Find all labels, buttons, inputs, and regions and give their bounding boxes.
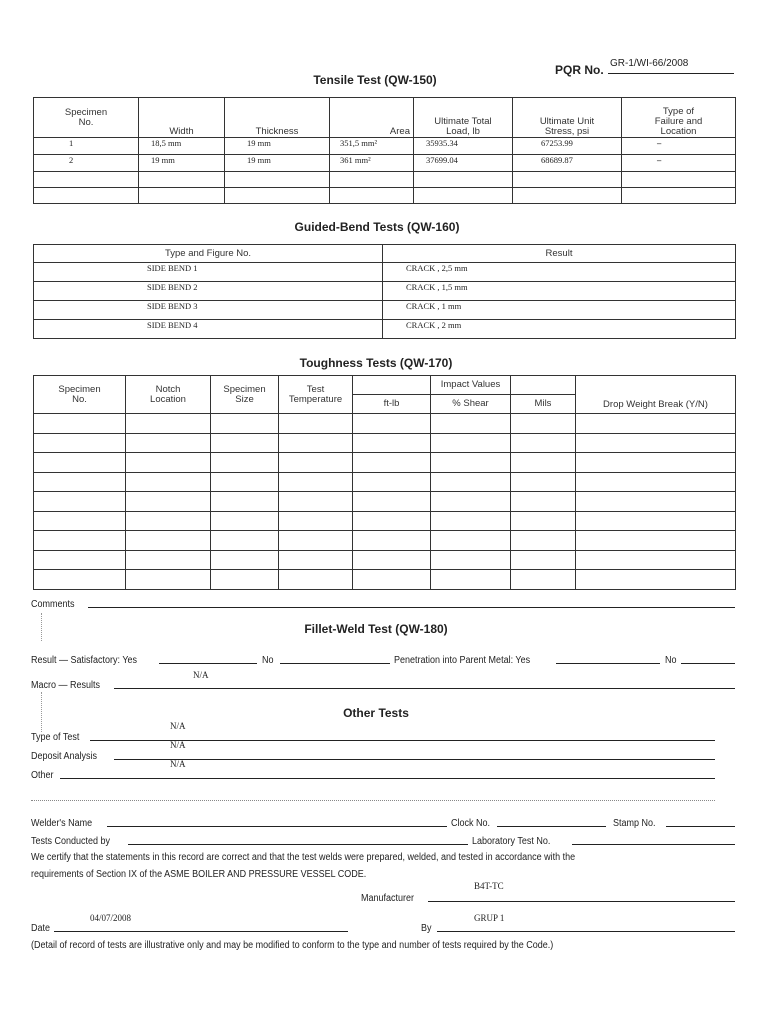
th-specimen-no: Specimen No. xyxy=(34,376,126,414)
cell[interactable] xyxy=(279,531,353,551)
cell[interactable] xyxy=(279,511,353,531)
table-row xyxy=(34,453,736,473)
cell[interactable] xyxy=(34,453,126,473)
deposit-field[interactable] xyxy=(114,759,715,760)
table-row xyxy=(34,263,736,282)
dotted-mark xyxy=(41,613,42,641)
cell[interactable] xyxy=(279,414,353,434)
cell: 19 mm xyxy=(225,155,330,172)
table-row xyxy=(34,550,736,570)
dotted-separator xyxy=(31,800,715,801)
penetration-no-label: No xyxy=(665,655,677,666)
lab-test-no-label: Laboratory Test No. xyxy=(472,836,551,847)
th-result: Result xyxy=(383,245,736,263)
cell[interactable] xyxy=(576,433,736,453)
cell[interactable] xyxy=(511,492,576,512)
certify-text-1: We certify that the statements in this record are correct and that the test welds were prepared, welded, and tested in accordance with the xyxy=(31,852,576,863)
macro-label: Macro — Results xyxy=(31,680,101,691)
comments-line[interactable] xyxy=(88,607,735,608)
th-ftlb: ft-lb xyxy=(353,395,431,414)
toughness-table xyxy=(33,375,736,590)
penetration-no-field[interactable] xyxy=(681,663,735,664)
cell[interactable] xyxy=(353,492,431,512)
table-row xyxy=(34,472,736,492)
penetration-label: Penetration into Parent Metal: Yes xyxy=(394,655,531,666)
result-yes-field[interactable] xyxy=(159,663,257,664)
cell: 18,5 mm xyxy=(139,138,225,155)
cell[interactable] xyxy=(34,492,126,512)
cell[interactable] xyxy=(279,570,353,590)
cell[interactable] xyxy=(431,492,511,512)
welder-name-label: Welder's Name xyxy=(31,818,93,829)
cell[interactable] xyxy=(511,511,576,531)
type-of-test-label: Type of Test xyxy=(31,732,80,743)
th-width: Width xyxy=(139,98,225,138)
table-row xyxy=(34,188,736,204)
cell[interactable] xyxy=(576,550,736,570)
cell[interactable] xyxy=(353,472,431,492)
cell: – xyxy=(622,155,736,172)
cell[interactable] xyxy=(34,472,126,492)
macro-value: N/A xyxy=(193,670,209,680)
other-field[interactable] xyxy=(60,778,715,779)
tensile-table xyxy=(33,97,736,204)
cell[interactable] xyxy=(34,570,126,590)
cell[interactable] xyxy=(576,531,736,551)
cell[interactable] xyxy=(511,570,576,590)
cell: 19 mm xyxy=(139,155,225,172)
tests-conducted-label: Tests Conducted by xyxy=(31,836,111,847)
pqr-value: GR-1/WI-66/2008 xyxy=(610,58,689,69)
lab-test-no-field[interactable] xyxy=(572,844,735,845)
type-of-test-value: N/A xyxy=(170,721,186,731)
th-type: Type and Figure No. xyxy=(34,245,383,263)
manufacturer-value: B4T-TC xyxy=(474,881,504,891)
result-no-label: No xyxy=(262,655,274,666)
cell[interactable] xyxy=(126,472,211,492)
cell[interactable] xyxy=(279,453,353,473)
cell: 67253.99 xyxy=(513,138,622,155)
th-unit-stress: Ultimate Unit Stress, psi xyxy=(513,98,622,138)
table-row xyxy=(34,570,736,590)
cell[interactable] xyxy=(211,414,279,434)
th-area: Area xyxy=(330,98,414,138)
tensile-title: Tensile Test (QW-150) xyxy=(313,73,437,87)
cell[interactable] xyxy=(126,550,211,570)
cell[interactable] xyxy=(431,433,511,453)
comments-label: Comments xyxy=(31,599,75,610)
date-field[interactable] xyxy=(54,931,348,932)
cell[interactable] xyxy=(211,472,279,492)
cell[interactable] xyxy=(34,531,126,551)
cell: SIDE BEND 3 xyxy=(34,301,383,320)
welder-name-field[interactable] xyxy=(107,826,447,827)
th-thickness: Thickness xyxy=(225,98,330,138)
by-label: By xyxy=(421,923,432,934)
cell[interactable] xyxy=(279,550,353,570)
certify-text-2: requirements of Section IX of the ASME BOILER AND PRESSURE VESSEL CODE. xyxy=(31,869,367,880)
th-size: Specimen Size xyxy=(211,376,279,414)
cell[interactable] xyxy=(431,511,511,531)
cell[interactable] xyxy=(353,453,431,473)
cell: CRACK , 1 mm xyxy=(383,301,736,320)
tests-conducted-field[interactable] xyxy=(128,844,468,845)
cell[interactable] xyxy=(511,472,576,492)
by-field[interactable] xyxy=(437,931,735,932)
date-value: 04/07/2008 xyxy=(90,913,132,923)
other-label: Other xyxy=(31,770,54,781)
cell[interactable] xyxy=(511,550,576,570)
table-row xyxy=(34,155,736,172)
fillet-title: Fillet-Weld Test (QW-180) xyxy=(304,622,448,636)
manufacturer-field[interactable] xyxy=(428,901,735,902)
cell[interactable] xyxy=(211,492,279,512)
pqr-label: PQR No. xyxy=(555,63,604,77)
cell[interactable] xyxy=(34,433,126,453)
cell[interactable] xyxy=(431,472,511,492)
cell[interactable] xyxy=(34,414,126,434)
macro-field[interactable] xyxy=(114,688,735,689)
other-title: Other Tests xyxy=(343,706,409,720)
cell[interactable] xyxy=(126,492,211,512)
table-row xyxy=(34,172,736,188)
th-impact-values: Impact Values xyxy=(431,376,511,395)
toughness-title: Toughness Tests (QW-170) xyxy=(299,356,453,370)
cell[interactable] xyxy=(431,453,511,473)
cell[interactable] xyxy=(211,453,279,473)
th-failure: Type of Failure and Location xyxy=(622,98,736,138)
cell[interactable] xyxy=(576,492,736,512)
cell: 1 xyxy=(34,138,139,155)
cell[interactable] xyxy=(211,531,279,551)
cell: 37699.04 xyxy=(414,155,513,172)
th-notch: Notch Location xyxy=(126,376,211,414)
cell[interactable] xyxy=(576,472,736,492)
cell[interactable] xyxy=(511,453,576,473)
deposit-value: N/A xyxy=(170,740,186,750)
cell: 68689.87 xyxy=(513,155,622,172)
bend-title: Guided-Bend Tests (QW-160) xyxy=(294,220,460,234)
table-row xyxy=(34,531,736,551)
table-row xyxy=(34,301,736,320)
th-shear: % Shear xyxy=(431,395,511,414)
clock-no-field[interactable] xyxy=(497,826,606,827)
cell[interactable] xyxy=(126,531,211,551)
cell: – xyxy=(622,138,736,155)
cell[interactable] xyxy=(34,550,126,570)
cell[interactable] xyxy=(511,433,576,453)
cell: 2 xyxy=(34,155,139,172)
cell[interactable] xyxy=(353,414,431,434)
table-row xyxy=(34,138,736,155)
cell[interactable] xyxy=(431,531,511,551)
cell[interactable] xyxy=(126,453,211,473)
result-satisfactory-label: Result — Satisfactory: Yes xyxy=(31,655,138,666)
table-row xyxy=(34,433,736,453)
cell[interactable] xyxy=(431,414,511,434)
cell[interactable] xyxy=(211,550,279,570)
by-value: GRUP 1 xyxy=(474,913,505,923)
clock-no-label: Clock No. xyxy=(451,818,491,829)
cell[interactable] xyxy=(353,531,431,551)
th-specimen: Specimen No. xyxy=(34,98,139,138)
cell[interactable] xyxy=(576,570,736,590)
dotted-mark xyxy=(41,692,42,732)
cell[interactable] xyxy=(576,414,736,434)
cell[interactable] xyxy=(279,472,353,492)
cell[interactable] xyxy=(279,433,353,453)
cell[interactable] xyxy=(34,511,126,531)
cell: SIDE BEND 2 xyxy=(34,282,383,301)
table-row xyxy=(34,282,736,301)
cell[interactable] xyxy=(431,570,511,590)
bend-table xyxy=(33,244,736,339)
cell[interactable] xyxy=(279,492,353,512)
cell[interactable] xyxy=(126,414,211,434)
th-mils: Mils xyxy=(511,395,576,414)
cell[interactable] xyxy=(511,414,576,434)
cell[interactable] xyxy=(353,550,431,570)
cell: SIDE BEND 1 xyxy=(34,263,383,282)
cell: 361 mm² xyxy=(330,155,414,172)
cell[interactable] xyxy=(576,511,736,531)
th-temp: Test Temperature xyxy=(279,376,353,414)
cell[interactable] xyxy=(211,511,279,531)
stamp-no-field[interactable] xyxy=(666,826,735,827)
cell: 351,5 mm² xyxy=(330,138,414,155)
deposit-label: Deposit Analysis xyxy=(31,751,98,762)
cell: CRACK , 2,5 mm xyxy=(383,263,736,282)
cell: CRACK , 2 mm xyxy=(383,320,736,339)
cell[interactable] xyxy=(511,531,576,551)
cell[interactable] xyxy=(126,511,211,531)
cell[interactable] xyxy=(211,433,279,453)
cell: 35935.34 xyxy=(414,138,513,155)
cell[interactable] xyxy=(431,550,511,570)
cell: CRACK , 1,5 mm xyxy=(383,282,736,301)
cell[interactable] xyxy=(126,433,211,453)
table-row xyxy=(34,414,736,434)
th-total-load: Ultimate Total Load, lb xyxy=(414,98,513,138)
cell[interactable] xyxy=(126,570,211,590)
cell[interactable] xyxy=(353,433,431,453)
cell[interactable] xyxy=(211,570,279,590)
cell[interactable] xyxy=(576,453,736,473)
cell: 19 mm xyxy=(225,138,330,155)
cell[interactable] xyxy=(353,570,431,590)
table-row xyxy=(34,320,736,339)
date-label: Date xyxy=(31,923,51,934)
result-no-field[interactable] xyxy=(280,663,390,664)
cell: SIDE BEND 4 xyxy=(34,320,383,339)
other-value: N/A xyxy=(170,759,186,769)
table-row xyxy=(34,492,736,512)
manufacturer-label: Manufacturer xyxy=(361,893,415,904)
th-drop-weight: Drop Weight Break (Y/N) xyxy=(576,376,736,414)
penetration-yes-field[interactable] xyxy=(556,663,660,664)
pqr-line xyxy=(608,73,734,74)
cell[interactable] xyxy=(353,511,431,531)
footnote: (Detail of record of tests are illustrative only and may be modified to conform to the type and number of tests required by the Code.) xyxy=(31,940,554,951)
stamp-no-label: Stamp No. xyxy=(613,818,656,829)
table-row xyxy=(34,511,736,531)
